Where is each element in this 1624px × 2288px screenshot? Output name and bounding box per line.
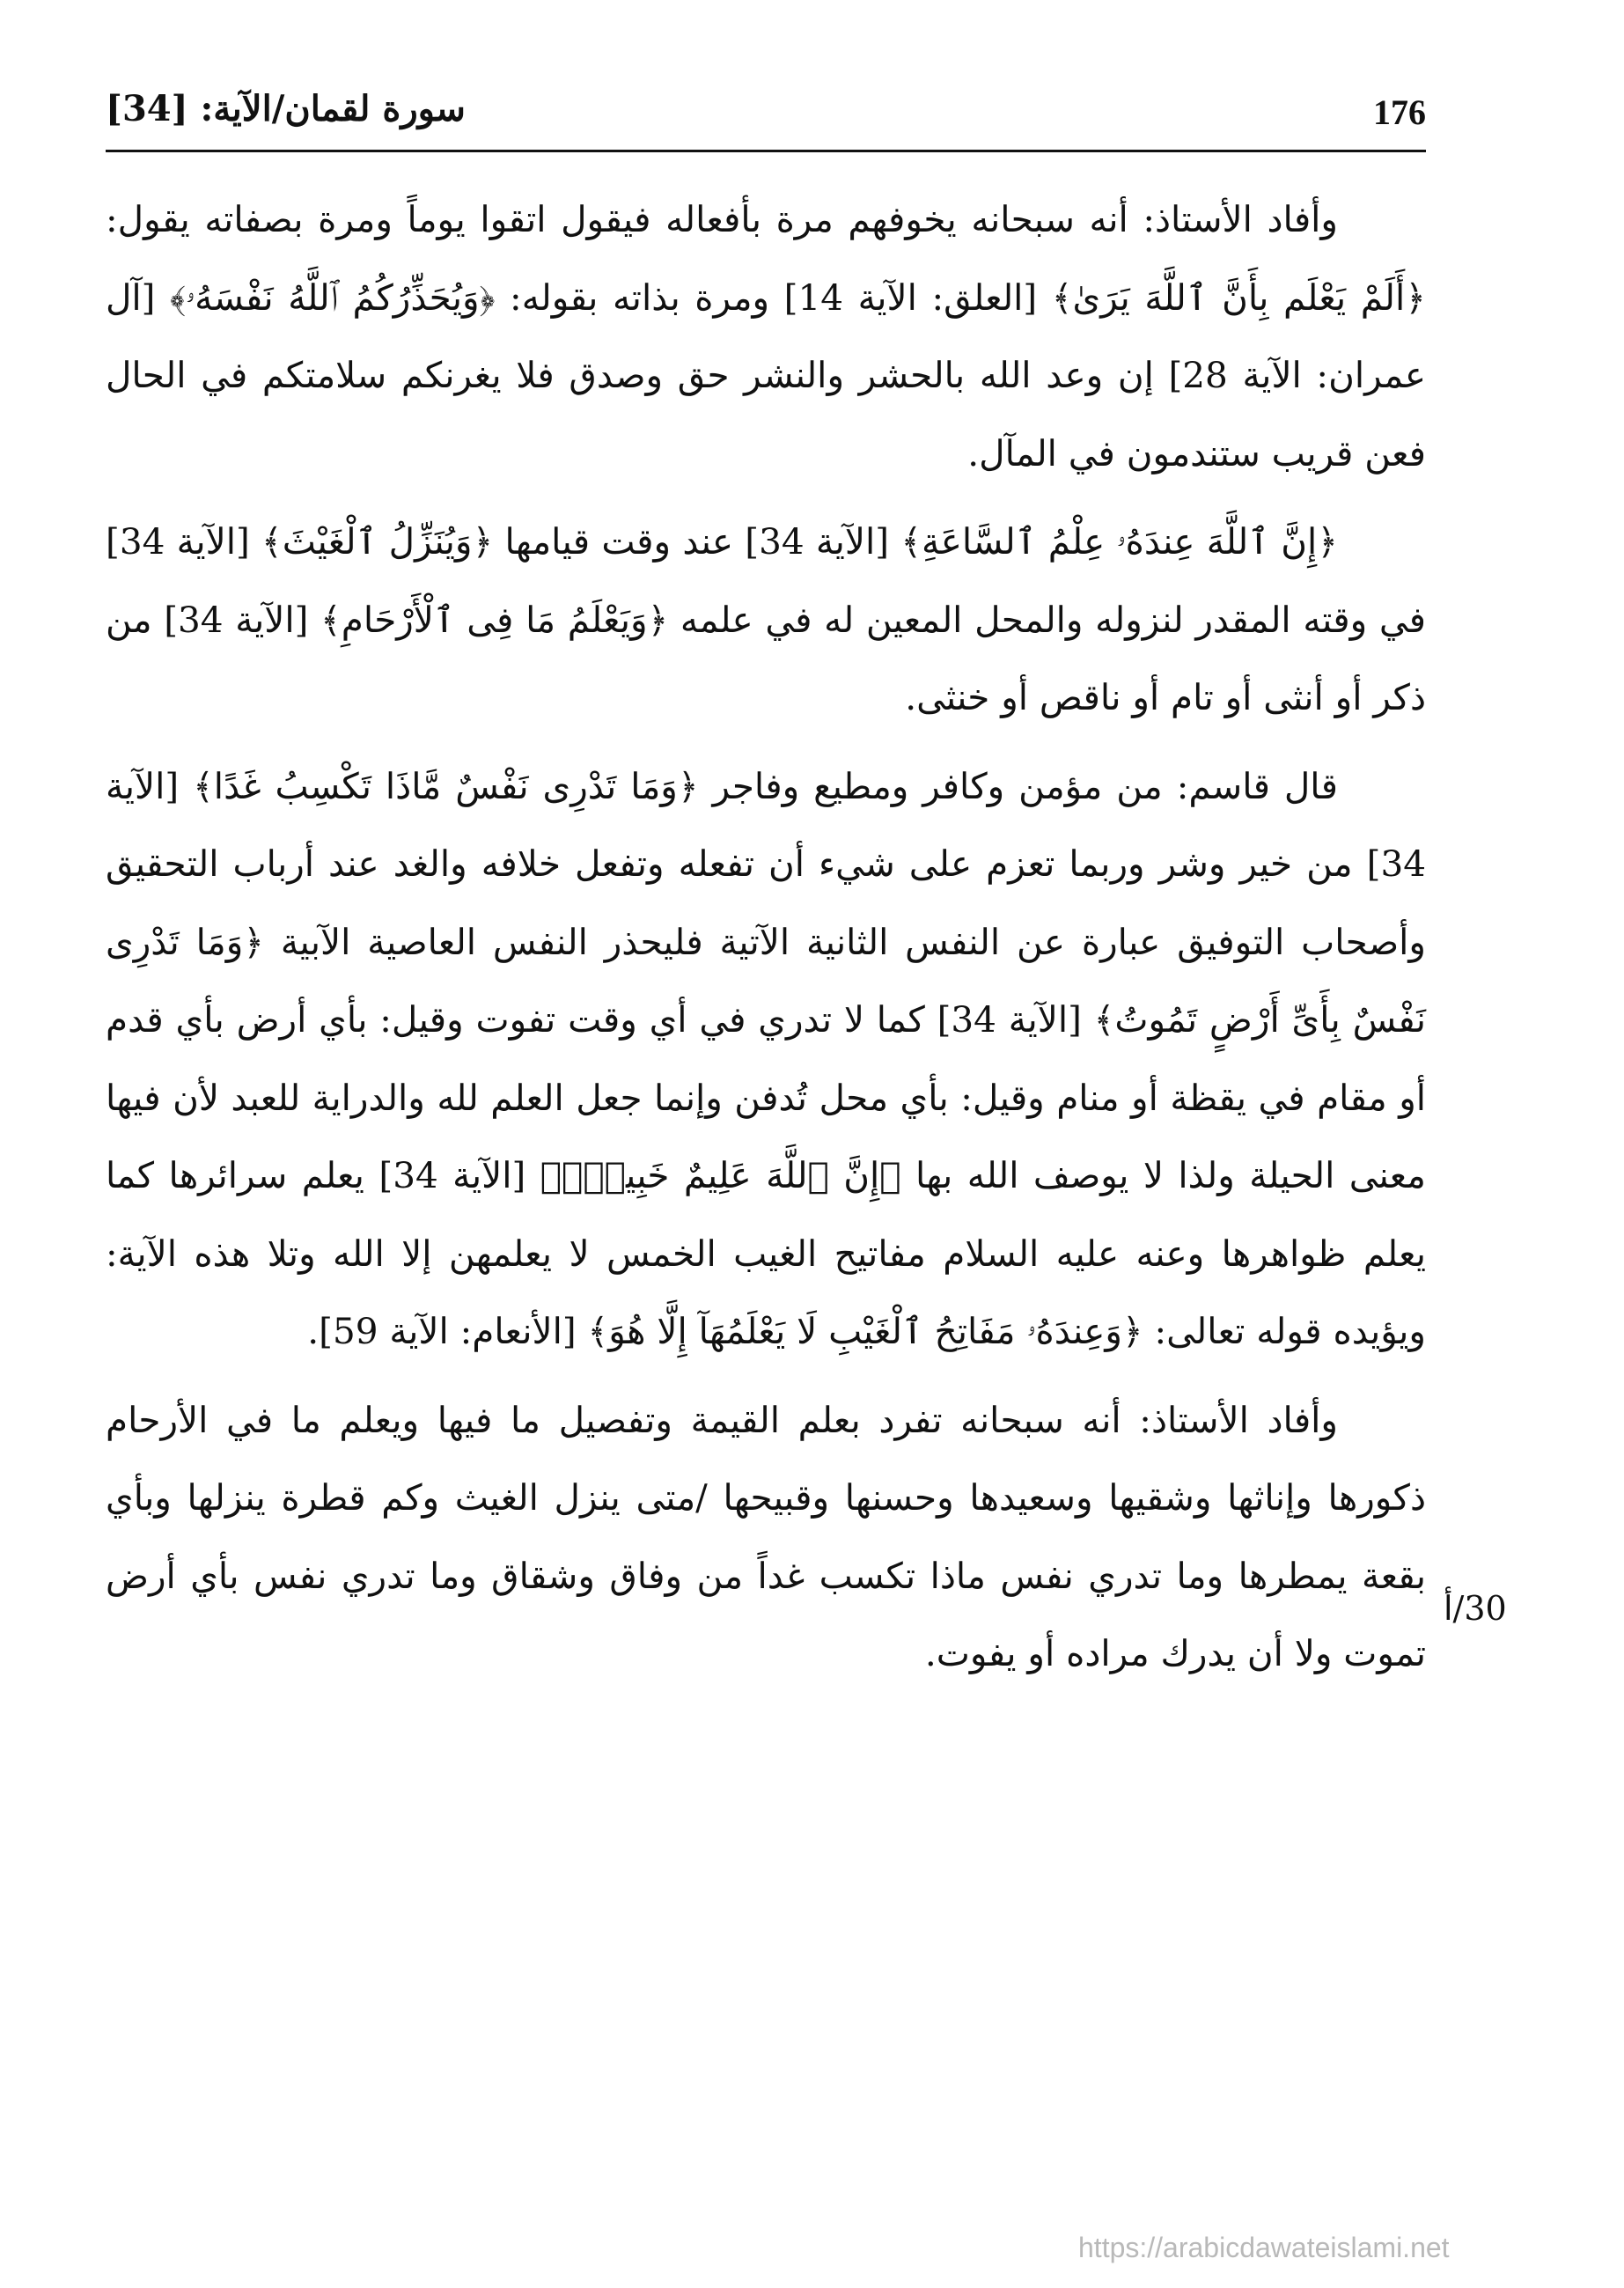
paragraph-3: قال قاسم: من مؤمن وكافر ومطيع وفاجر ﴿وَمَا تَدْرِى نَفْسٌ مَّاذَا تَكْسِبُ غَدًا﴾ [الآية 34] من خير وشر وربما تعزم على شيء أن تفعله وتفعل خلافه والغد عند أرباب التحقيق وأصحاب التوفيق عبارة عن النفس الثانية الآتية فليحذر النفس العاصية الآبية ﴿وَمَا تَدْرِى نَفْسٌ بِأَىِّ أَرْضٍ تَمُوتُ﴾ [الآية 34] كما لا تدري في أي وقت تفوت وقيل: بأي أرض بأي قدم أو مقام في يقظة أو منام وقيل: بأي محل تُدفن وإنما جعل العلم لله والدراية للعبد لأن فيها معنى الحيلة ولذا لا يوصف الله بها ﴿إِنَّ ٱللَّهَ عَلِيمٌ خَبِيرٌۢ﴾ [الآية 34] يعلم سرائرها كما يعلم ظواهرها وعنه عليه السلام مفاتيح الغيب الخمس لا يعلمهن إلا الله وتلا هذه الآية: ويؤيده قوله تعالى: ﴿وَعِندَهُۥ مَفَاتِحُ ٱلْغَيْبِ لَا يَعْلَمُهَآ إِلَّا هُوَ﴾ [الأنعام: الآية 59]. bbox=[106, 764, 1426, 1352]
watermark-url: https://arabicdawateislami.net bbox=[1078, 2232, 1450, 2263]
running-title: سورة لقمان/الآية: [34] bbox=[106, 88, 466, 129]
paragraph-2: ﴿إِنَّ ٱللَّهَ عِندَهُۥ عِلْمُ ٱلسَّاعَةِ﴾ [الآية 34] عند وقت قيامها ﴿وَيُنَزِّلُ ٱلْغَيْثَ﴾ [الآية 34] في وقته المقدر لنزوله والمحل المعين له في علمه ﴿وَيَعْلَمُ مَا فِى ٱلْأَرْحَامِ﴾ [الآية 34] من ذكر أو أنثى أو تام أو ناقص أو خنثى. bbox=[106, 520, 1426, 718]
manuscript-folio-note: 30/أ bbox=[1444, 1589, 1507, 1628]
paragraph-1: وأفاد الأستاذ: أنه سبحانه يخوفهم مرة بأفعاله فيقول اتقوا يوماً ومرة بصفاته يقول: ﴿أَلَمْ يَعْلَم بِأَنَّ ٱللَّهَ يَرَىٰ﴾ [العلق: الآية 14] ومرة بذاته بقوله: ﴿وَيُحَذِّرُكُمُ ٱللَّهُ نَفْسَهُۥ﴾ [آل عمران: الآية 28] إن وعد الله بالحشر والنشر حق وصدق فلا يغرنكم سلامتكم في الحال فعن قريب ستندمون في المآل. bbox=[106, 198, 1426, 475]
page-header bbox=[106, 86, 1426, 139]
page-number: 176 bbox=[1373, 92, 1426, 132]
header-rule bbox=[106, 150, 1426, 152]
body-text bbox=[106, 180, 1426, 1703]
paragraph-4: وأفاد الأستاذ: أنه سبحانه تفرد بعلم القيمة وتفصيل ما فيها ويعلم ما في الأرحام ذكورها وإناثها وشقيها وسعيدها وحسنها وقبيحها /متى ينزل الغيث وكم قطرة ينزلها وبأي بقعة يمطرها وما تدري نفس ماذا تكسب غداً من وفاق وشقاق وما تدري نفس بأي أرض تموت ولا أن يدرك مراده أو يفوت. bbox=[106, 1398, 1426, 1674]
